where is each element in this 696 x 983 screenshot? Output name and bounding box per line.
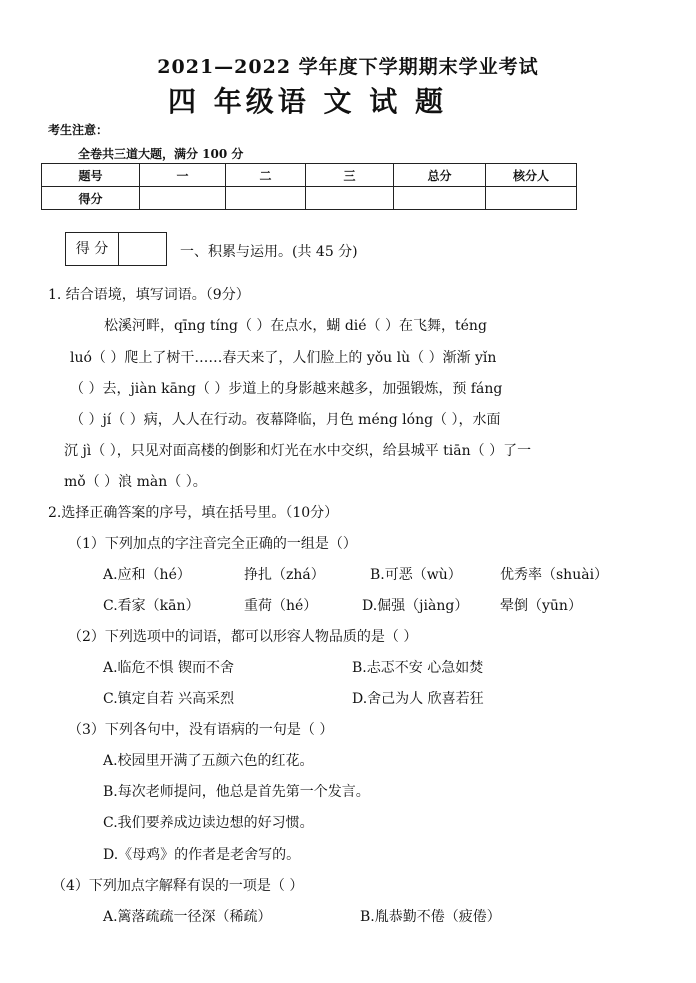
score-cell: 二: [226, 164, 306, 187]
section-score-box: [65, 232, 167, 266]
score-input-cell: [394, 187, 486, 210]
option-c-second: 重荷（hé）: [244, 598, 318, 614]
question-1-line: mǒ（ ）浪 màn（ ）。: [64, 474, 207, 490]
question-2-1-stem: （1）下列加点的字注音完全正确的一组是（）: [68, 536, 357, 552]
option-b: B.胤恭勤不倦（疲倦）: [360, 909, 501, 925]
score-table-score-row: [42, 187, 577, 210]
score-cell: 三: [306, 164, 394, 187]
score-table-header-row: [42, 164, 577, 187]
option-d: D.倔强（jiàng）: [362, 598, 469, 614]
question-1-line: （ ）jí（ ）病，人人在行动。夜幕降临，月色 méng lóng（ ），水面: [70, 412, 501, 428]
question-1-heading: 1. 结合语境，填写词语。（9分）: [48, 287, 250, 303]
question-1-line: luó（ ）爬上了树干……春天来了，人们脸上的 yǒu lù（ ）渐渐 yǐn: [70, 350, 497, 366]
option-c: C.看家（kān）: [103, 598, 200, 614]
score-table: [41, 163, 577, 210]
question-1-line: 松溪河畔，qīng tíng（ ）在点水，蝴 dié（ ）在飞舞，téng: [104, 318, 487, 334]
notice-body: 全卷共三道大题，满分 100 分: [78, 147, 244, 161]
exam-title-subject: 四 年级语 文 试 题: [168, 85, 447, 118]
option-d-second: 晕倒（yūn）: [500, 598, 582, 614]
score-input-cell: [140, 187, 226, 210]
option-c: C.我们要养成边读边想的好习惯。: [103, 815, 314, 831]
option-b: B.每次老师提问，他总是首先第一个发言。: [103, 784, 370, 800]
option-a-second: 挣扎（zhá）: [244, 567, 325, 583]
score-cell: 得分: [42, 187, 140, 210]
option-a: A.应和（hé）: [103, 567, 191, 583]
score-input-cell: [226, 187, 306, 210]
exam-title-year: 2021—2022 学年度下学期期末学业考试: [157, 56, 539, 78]
score-cell: 一: [140, 164, 226, 187]
section-score-label: 得 分: [66, 233, 119, 265]
question-2-3-stem: （3）下列各句中，没有语病的一句是（ ）: [68, 722, 334, 738]
option-d: D.舍己为人 欣喜若狂: [352, 691, 484, 707]
option-d: D.《母鸡》的作者是老舍写的。: [103, 847, 301, 863]
option-b-second: 优秀率（shuài）: [500, 567, 609, 583]
option-a: A.临危不惧 锲而不舍: [103, 660, 235, 676]
option-a: A.校园里开满了五颜六色的红花。: [103, 753, 314, 769]
score-input-cell: [486, 187, 577, 210]
option-a: A.篱落疏疏一径深（稀疏）: [103, 909, 272, 925]
option-b: B.忐忑不安 心急如焚: [352, 660, 484, 676]
question-2-2-stem: （2）下列选项中的词语，都可以形容人物品质的是（ ）: [68, 629, 418, 645]
question-1-line: 沉 jì（ ），只见对面高楼的倒影和灯光在水中交织，给县城平 tiān（ ）了一: [64, 443, 532, 459]
question-2-4-stem: （4）下列加点字解释有误的一项是（ ）: [52, 878, 304, 894]
question-1-line: （ ）去，jiàn kāng（ ）步道上的身影越来越多，加强锻炼，预 fáng: [70, 381, 503, 397]
score-cell: 题号: [42, 164, 140, 187]
score-cell: 总分: [394, 164, 486, 187]
question-2-heading: 2.选择正确答案的序号，填在括号里。（10分）: [48, 505, 339, 521]
score-cell: 核分人: [486, 164, 577, 187]
score-input-cell: [306, 187, 394, 210]
option-b: B.可恶（wù）: [370, 567, 462, 583]
notice-heading: 考生注意：: [48, 123, 109, 137]
option-c: C.镇定自若 兴高采烈: [103, 691, 235, 707]
section-title: 一、积累与运用。(共 45 分): [180, 244, 358, 260]
